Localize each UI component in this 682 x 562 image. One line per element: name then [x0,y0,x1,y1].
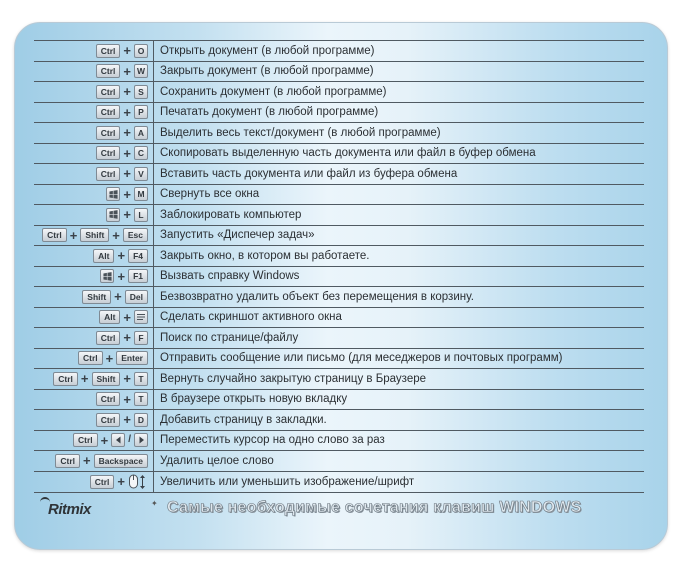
shortcut-description: Открыть документ (в любой программе) [160,44,375,57]
shortcut-description: Сохранить документ (в любой программе) [160,85,387,98]
shortcut-keys [34,431,154,451]
plus-sign: + [123,371,131,387]
shortcut-description: Удалить целое слово [160,454,274,467]
shortcut-keys [34,472,154,493]
plus-sign: + [123,43,131,59]
shortcut-keys [34,287,154,307]
shortcut-keys [34,62,154,82]
plus-sign: + [123,391,131,407]
shortcut-description: Отправить сообщение или письмо (для меседжеров и почтовых программ) [160,352,563,365]
shortcut-description: Печатать документ (в любой программе) [160,106,379,119]
shortcut-row [34,82,644,103]
shortcut-row [34,123,644,144]
key-ctrl: Ctrl [42,228,67,242]
plus-sign: + [123,207,131,223]
shortcut-description: Добавить страницу в закладки. [160,413,327,426]
shortcut-keys [34,185,154,205]
key-t: T [134,392,148,406]
shortcut-description: Поиск по странице/файлу [160,331,299,344]
shortcut-description: Запустить «Диспечер задач» [160,229,315,242]
key-ctrl: Ctrl [96,392,121,406]
key-alt: Alt [93,249,114,263]
shortcut-keys [34,164,154,184]
key-c: C [134,146,148,160]
shortcut-keys [34,226,154,246]
shortcut-description: Закрыть окно, в котором вы работаете. [160,249,370,262]
key-f: F [134,331,148,345]
shortcut-keys [34,451,154,471]
key-enter: Enter [116,351,148,365]
plus-sign: + [69,227,78,243]
plus-sign: + [82,453,91,469]
shortcut-description: Вставить часть документа или файл из буфера обмена [160,167,458,180]
key-shift: Shift [82,290,111,304]
key-t: T [134,372,148,386]
key-ctrl: Ctrl [96,126,121,140]
plus-sign: + [123,63,131,79]
shortcut-row [34,185,644,206]
shortcut-description: Скопировать выделенную часть документа или файл в буфер обмена [160,147,536,160]
shortcut-description: Заблокировать компьютер [160,208,302,221]
arrow-left-icon [111,433,125,447]
key-l: L [134,208,148,222]
shortcut-table [34,40,644,493]
shortcut-row [34,164,644,185]
key-w: W [134,64,148,78]
shortcut-row [34,246,644,267]
key-ctrl: Ctrl [96,146,121,160]
shortcut-description: Выделить весь текст/документ (в любой программе) [160,126,441,139]
key-p: P [134,105,148,119]
plus-sign: + [123,125,131,141]
plus-sign: + [123,309,131,325]
plus-sign: + [123,104,131,120]
shortcut-row [34,205,644,226]
plus-sign: + [105,350,114,366]
key-o: O [134,44,148,58]
shortcut-row [34,410,644,431]
key-f1: F1 [128,269,148,283]
shortcut-row [34,451,644,472]
shortcut-keys [34,82,154,102]
shortcut-row [34,349,644,370]
windows-logo-icon [106,187,120,201]
shortcut-description: Сделать скриншот активного окна [160,311,342,324]
plus-sign: + [80,371,89,387]
key-m: M [134,187,148,201]
key-ctrl: Ctrl [55,454,80,468]
plus-sign: + [114,289,122,305]
printscreen-key-icon [134,310,148,324]
shortcut-keys [34,369,154,389]
key-ctrl: Ctrl [53,372,78,386]
shortcut-description: Безвозвратно удалить объект без перемещения в корзину. [160,290,474,303]
key-alt: Alt [99,310,120,324]
shortcut-keys [34,390,154,410]
shortcut-keys [34,349,154,369]
key-shift: Shift [92,372,121,386]
key-f4: F4 [128,249,148,263]
shortcut-row [34,267,644,288]
key-ctrl: Ctrl [96,85,121,99]
shortcut-keys [34,205,154,225]
shortcut-description: Закрыть документ (в любой программе) [160,65,374,78]
key-shift: Shift [80,228,109,242]
shortcut-row [34,472,644,493]
mousepad [14,22,668,550]
windows-logo-icon [100,269,114,283]
plus-sign: + [112,227,120,243]
shortcut-keys [34,41,154,61]
shortcut-row [34,226,644,247]
plus-sign: + [123,145,131,161]
small-mark-icon: ✦ [151,499,158,508]
key-v: V [134,167,148,181]
key-esc: Esc [123,228,148,242]
windows-logo-icon [106,208,120,222]
plus-sign: + [123,84,131,100]
shortcut-row [34,328,644,349]
slogan: Самые необходимые сочетания клавиш WINDOWS [167,499,582,516]
shortcut-keys [34,328,154,348]
shortcut-row [34,41,644,62]
shortcut-description: В браузере открыть новую вкладку [160,393,348,406]
plus-sign: + [100,432,109,448]
shortcut-row [34,369,644,390]
shortcut-description: Вызвать справку Windows [160,270,300,283]
shortcut-keys [34,103,154,123]
key-d: D [134,413,148,427]
shortcut-description: Переместить курсор на одно слово за раз [160,434,385,447]
mouse-wheel-icon [128,474,148,490]
key-ctrl: Ctrl [96,167,121,181]
key-ctrl: Ctrl [96,44,121,58]
shortcut-row [34,144,644,165]
shortcut-row [34,287,644,308]
plus-sign: + [123,186,131,202]
shortcut-row [34,103,644,124]
shortcut-keys [34,308,154,328]
plus-sign: + [123,166,131,182]
ritmix-logo: Ritmix [48,501,91,518]
key-ctrl: Ctrl [73,433,98,447]
footer [15,493,667,533]
arrow-right-icon [134,433,148,447]
shortcut-row [34,62,644,83]
key-ctrl: Ctrl [96,331,121,345]
key-ctrl: Ctrl [96,105,121,119]
shortcut-description: Вернуть случайно закрытую страницу в Браузере [160,372,427,385]
plus-sign: + [117,248,126,264]
plus-sign: + [117,474,125,490]
key-ctrl: Ctrl [90,475,115,489]
shortcut-description: Свернуть все окна [160,188,260,201]
plus-sign: + [117,268,126,284]
plus-sign: + [123,330,131,346]
plus-sign: + [123,412,131,428]
shortcut-row [34,390,644,411]
shortcut-keys [34,123,154,143]
shortcut-keys [34,410,154,430]
shortcut-row [34,308,644,329]
key-s: S [134,85,148,99]
shortcut-description: Увеличить или уменьшить изображение/шрифт [160,475,415,488]
key-backspace: Backspace [94,454,148,468]
key-del: Del [125,290,148,304]
shortcut-keys [34,267,154,287]
shortcut-keys [34,144,154,164]
key-ctrl: Ctrl [96,413,121,427]
slash-sign: / [128,434,131,446]
key-ctrl: Ctrl [78,351,103,365]
key-ctrl: Ctrl [96,64,121,78]
shortcut-row [34,431,644,452]
key-a: A [134,126,148,140]
shortcut-keys [34,246,154,266]
